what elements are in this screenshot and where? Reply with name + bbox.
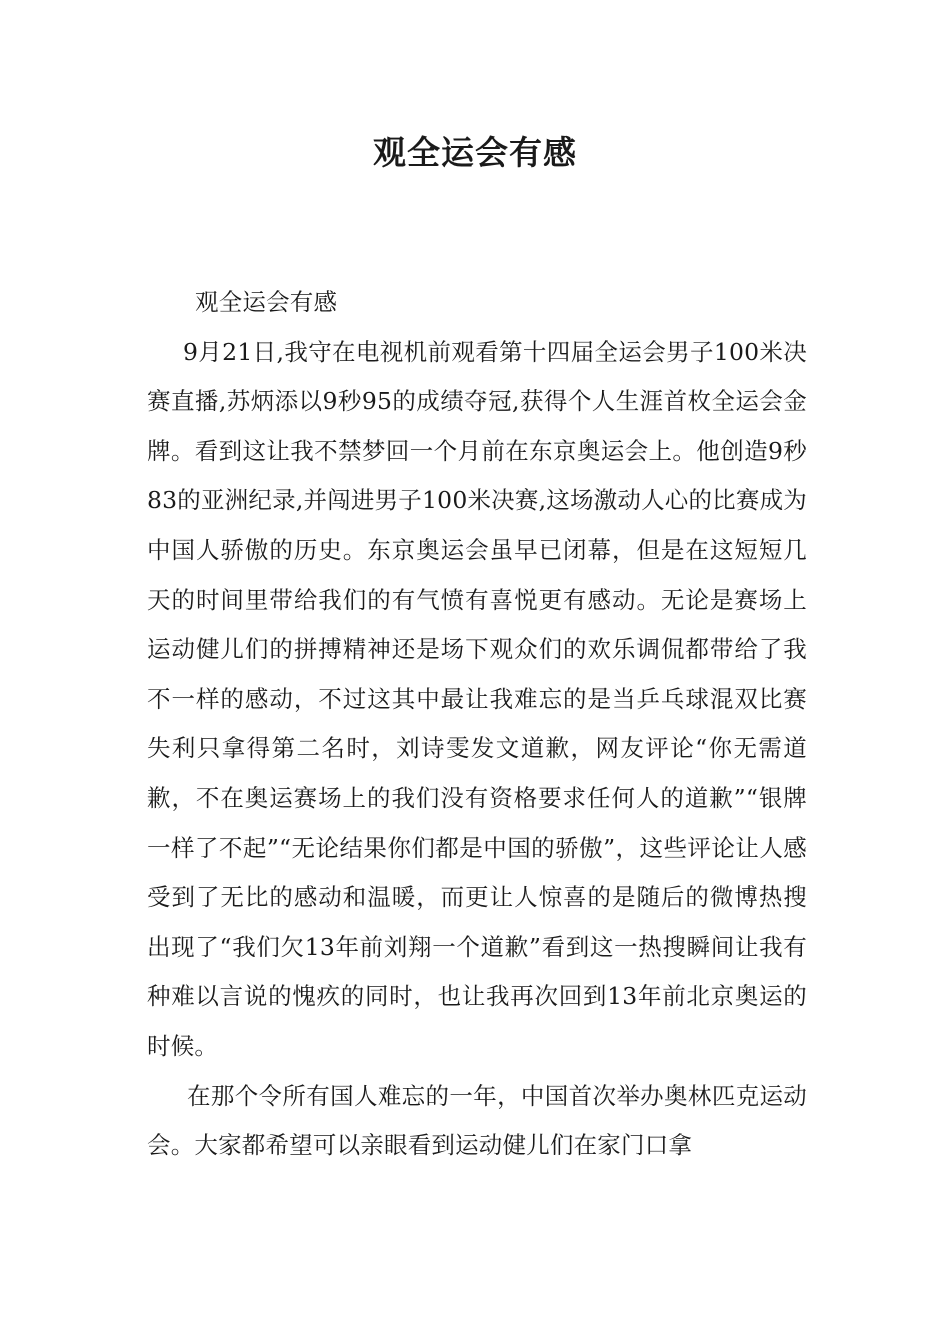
paragraph: 9月21日,我守在电视机前观看第十四届全运会男子100米决赛直播,苏炳添以9秒95的成绩夺冠,获得个人生涯首枚全运会金牌。看到这让我不禁梦回一个月前在东京奥运会上。他创造9秒83的亚洲纪录,并闯进男子100米决赛,这场激动人心的比赛成为中国人骄傲的历史。东京奥运会虽早已闭幕，但是在这短短几天的时间里带给我们的有气愤有喜悦更有感动。无论是赛场上运动健儿们的拼搏精神还是场下观众们的欢乐调侃都带给了我不一样的感动，不过这其中最让我难忘的是当乒乓球混双比赛失利只拿得第二名时，刘诗雯发文道歉，网友评论“你无需道歉，不在奥运赛场上的我们没有资格要求任何人的道歉”“银牌一样了不起”“无论结果你们都是中国的骄傲”，这些评论让人感受到了无比的感动和温暖，而更让人惊喜的是随后的微博热搜出现了“我们欠13年前刘翔一个道歉”看到这一热搜瞬间让我有种难以言说的愧疚的同时，也让我再次回到13年前北京奥运的时候。 <box>147 337 807 1060</box>
body-subtitle: 观全运会有感 <box>195 288 338 316</box>
paragraph: 在那个令所有国人难忘的一年，中国首次举办奥林匹克运动会。大家都希望可以亲眼看到运动健儿们在家门口拿 <box>147 1081 807 1160</box>
document-body <box>147 278 807 1171</box>
document-title: 观全运会有感 <box>373 133 577 172</box>
